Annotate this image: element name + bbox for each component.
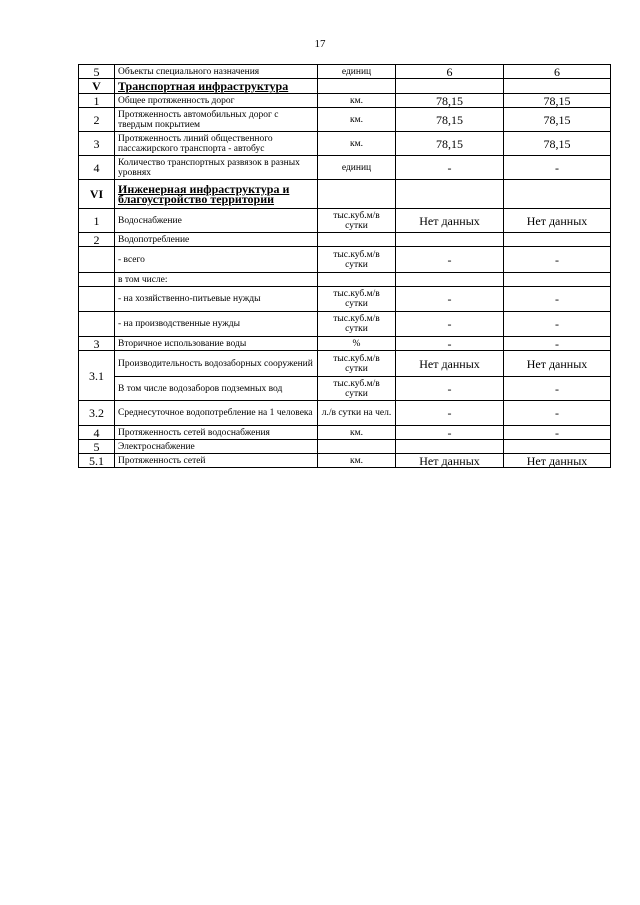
row-number: 3.2 [79, 401, 115, 426]
value-1: - [396, 337, 504, 351]
table-row [79, 209, 611, 233]
unit: тыс.куб.м/в сутки [318, 351, 396, 377]
unit: л./в сутки на чел. [318, 401, 396, 426]
unit: % [318, 337, 396, 351]
value-1: - [396, 287, 504, 312]
value-1: Нет данных [396, 454, 504, 468]
table-row [79, 247, 611, 273]
section-title: Транспортная инфраструктура [115, 79, 318, 94]
value-1 [396, 273, 504, 287]
unit: км. [318, 426, 396, 440]
row-number [79, 287, 115, 312]
row-number [79, 312, 115, 337]
section-row [79, 79, 611, 94]
row-number: 3 [79, 132, 115, 156]
value-1: Нет данных [396, 209, 504, 233]
indicators-table [78, 64, 611, 468]
unit: тыс.куб.м/в сутки [318, 377, 396, 401]
table-row [79, 377, 611, 401]
table-row [79, 312, 611, 337]
table-row [79, 132, 611, 156]
row-number: 2 [79, 233, 115, 247]
value-1: - [396, 247, 504, 273]
unit [318, 273, 396, 287]
value-2 [504, 273, 611, 287]
value-2: 78,15 [504, 94, 611, 108]
indicator-name: Производительность водозаборных сооружений [115, 351, 318, 377]
value-2: Нет данных [504, 209, 611, 233]
value-2: - [504, 247, 611, 273]
row-number: 1 [79, 94, 115, 108]
table-row [79, 273, 611, 287]
row-number: 5 [79, 440, 115, 454]
page-number: 17 [314, 38, 326, 50]
indicator-name: В том числе водозаборов подземных вод [115, 377, 318, 401]
indicator-name: Водопотребление [115, 233, 318, 247]
unit: км. [318, 454, 396, 468]
row-number: 5 [79, 65, 115, 79]
unit: тыс.куб.м/в сутки [318, 312, 396, 337]
table-row [79, 156, 611, 180]
unit: тыс.куб.м/в сутки [318, 247, 396, 273]
value-2: - [504, 377, 611, 401]
table-row [79, 337, 611, 351]
value-2: - [504, 426, 611, 440]
value-1 [396, 233, 504, 247]
value-2: Нет данных [504, 454, 611, 468]
table-row [79, 94, 611, 108]
value-2: - [504, 312, 611, 337]
table-row [79, 426, 611, 440]
value-2: - [504, 401, 611, 426]
value-1: - [396, 426, 504, 440]
table-row [79, 65, 611, 79]
value-1: Нет данных [396, 351, 504, 377]
indicator-name: в том числе: [115, 273, 318, 287]
section-row [79, 180, 611, 209]
indicator-name: Протяженность сетей водоснабжения [115, 426, 318, 440]
unit: км. [318, 94, 396, 108]
row-number: 3 [79, 337, 115, 351]
indicator-name: - всего [115, 247, 318, 273]
section-number: V [79, 79, 115, 94]
table-row [79, 108, 611, 132]
value-2 [504, 233, 611, 247]
value-2: - [504, 156, 611, 180]
unit: тыс.куб.м/в сутки [318, 209, 396, 233]
indicator-name: Объекты специального назначения [115, 65, 318, 79]
indicator-name: Вторичное использование воды [115, 337, 318, 351]
table-row [79, 287, 611, 312]
indicator-name: Водоснабжение [115, 209, 318, 233]
row-number [79, 247, 115, 273]
unit: тыс.куб.м/в сутки [318, 287, 396, 312]
indicator-name: Протяженность линий общественного пассажирского транспорта - автобус [115, 132, 318, 156]
value-1: 6 [396, 65, 504, 79]
table-row [79, 454, 611, 468]
value-1: - [396, 156, 504, 180]
value-2: 6 [504, 65, 611, 79]
indicator-name: - на хозяйственно-питьевые нужды [115, 287, 318, 312]
indicator-name: Электроснабжение [115, 440, 318, 454]
row-number: 1 [79, 209, 115, 233]
value-2 [504, 440, 611, 454]
section-title: Инженерная инфраструктура и благоустройство территории [115, 180, 318, 209]
indicator-name: Количество транспортных развязок в разных уровнях [115, 156, 318, 180]
value-2: - [504, 287, 611, 312]
value-1: - [396, 312, 504, 337]
row-number [79, 273, 115, 287]
value-2: 78,15 [504, 132, 611, 156]
value-1: 78,15 [396, 132, 504, 156]
table-row [79, 351, 611, 377]
table-row [79, 233, 611, 247]
row-number: 3.1 [79, 351, 115, 401]
value-1: 78,15 [396, 108, 504, 132]
row-number: 5.1 [79, 454, 115, 468]
row-number: 2 [79, 108, 115, 132]
unit: единиц [318, 65, 396, 79]
unit: единиц [318, 156, 396, 180]
unit: км. [318, 108, 396, 132]
unit [318, 233, 396, 247]
row-number: 4 [79, 426, 115, 440]
indicator-name: Протяженность сетей [115, 454, 318, 468]
indicator-name: Среднесуточное водопотребление на 1 человека [115, 401, 318, 426]
value-2: 78,15 [504, 108, 611, 132]
value-1: - [396, 377, 504, 401]
row-number: 4 [79, 156, 115, 180]
unit: км. [318, 132, 396, 156]
indicator-name: Протяженность автомобильных дорог с твердым покрытием [115, 108, 318, 132]
value-2: - [504, 337, 611, 351]
table-row [79, 440, 611, 454]
value-2: Нет данных [504, 351, 611, 377]
value-1: - [396, 401, 504, 426]
indicator-name: Общее протяженность дорог [115, 94, 318, 108]
value-1 [396, 440, 504, 454]
table-row [79, 401, 611, 426]
unit [318, 440, 396, 454]
value-1: 78,15 [396, 94, 504, 108]
indicator-name: - на производственные нужды [115, 312, 318, 337]
section-number: VI [79, 180, 115, 209]
